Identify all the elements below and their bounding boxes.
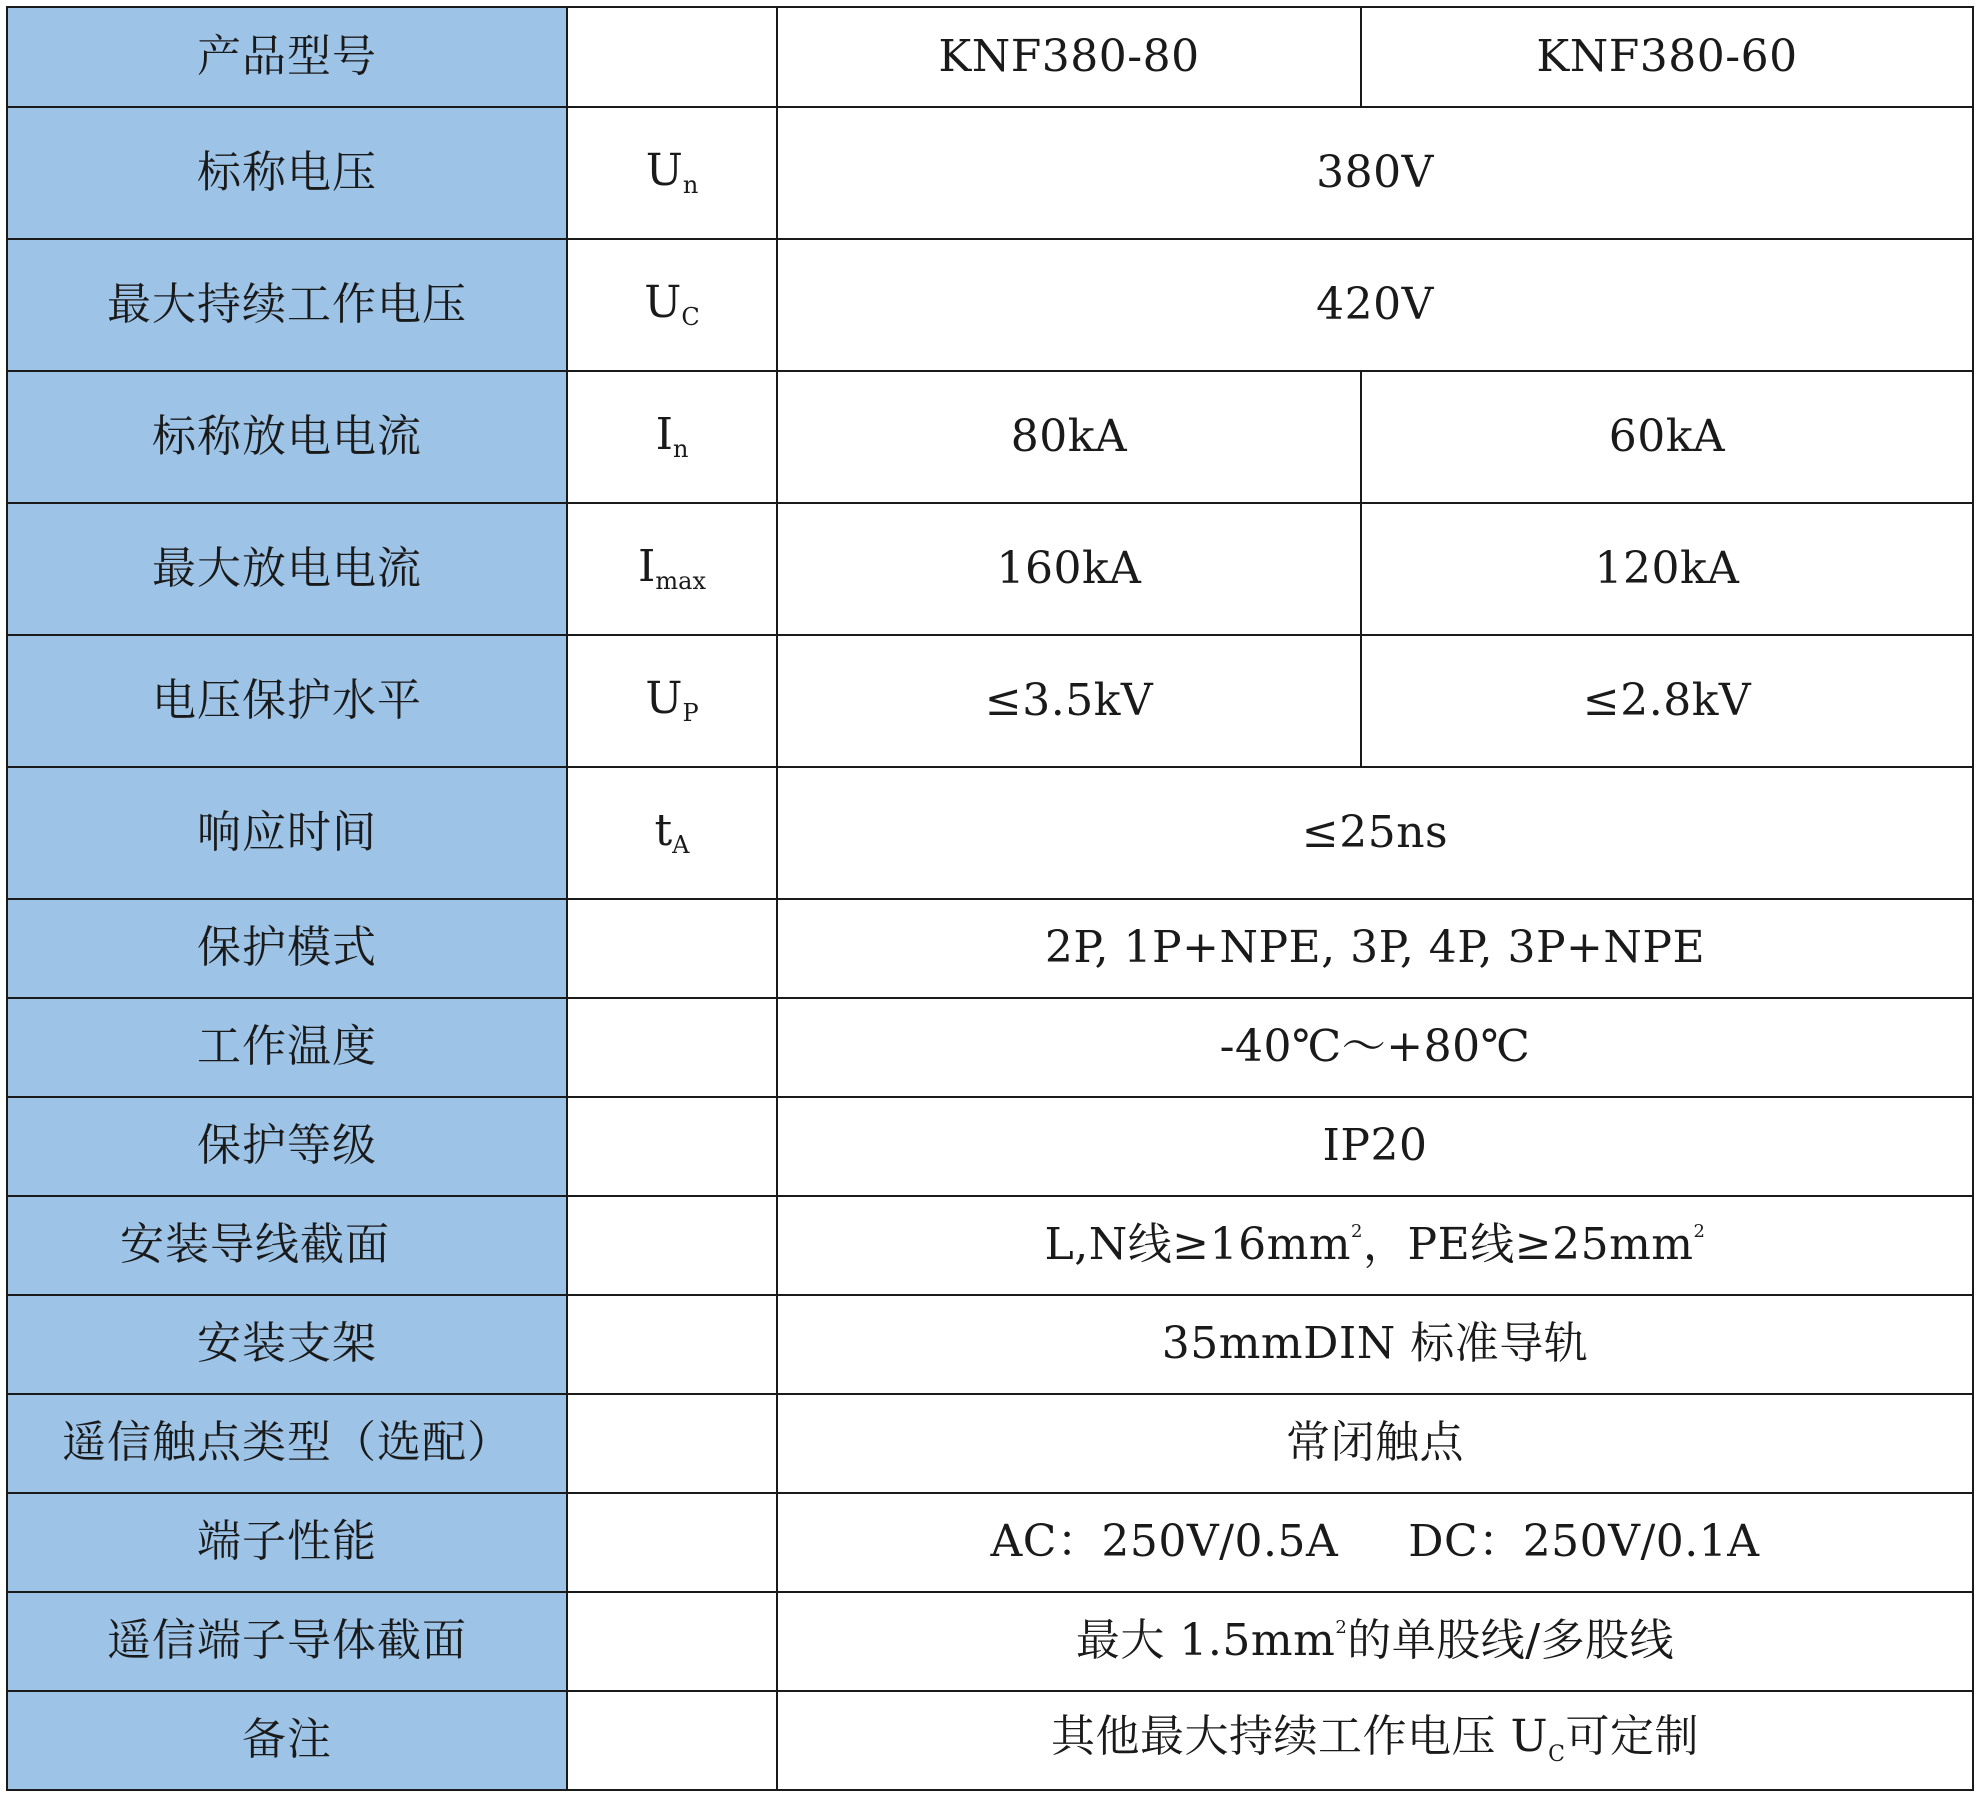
value-cell-model-1: ≤3.5kV [777,635,1361,767]
row-label: 响应时间 [7,767,567,899]
symbol: U [645,673,683,725]
table-row-model [7,7,1973,107]
symbol-cell-empty [567,998,777,1097]
symbol-cell [567,371,777,503]
cond-size: 1.5mm [1179,1615,1336,1667]
wire-ln-size: ≥16mm [1172,1219,1352,1271]
value-cell-model-1: 80kA [777,371,1361,503]
table-row [7,899,1973,998]
symbol-subscript: max [655,567,706,596]
superscript: 2 [1693,1221,1706,1243]
row-label: 标称电压 [7,107,567,239]
table-row [7,635,1973,767]
row-label: 遥信触点类型（选配） [7,1394,567,1493]
table-row [7,1493,1973,1592]
row-label: 标称放电电流 [7,371,567,503]
row-label: 电压保护水平 [7,635,567,767]
value-cell [777,1691,1973,1790]
value-cell: IP20 [777,1097,1973,1196]
symbol-cell-empty [567,1394,777,1493]
table-row [7,107,1973,239]
symbol-cell-empty [567,1493,777,1592]
row-label: 安装导线截面 [7,1196,567,1295]
value-cell: ≤25ns [777,767,1973,899]
symbol-subscript: C [681,303,700,332]
symbol: t [654,805,673,857]
ac-rating: AC：250V/0.5A [990,1516,1339,1568]
symbol-subscript: n [682,171,699,200]
symbol-cell [567,767,777,899]
table-row [7,1592,1973,1691]
symbol-subscript: n [672,435,689,464]
symbol: I [638,541,656,593]
spec-table [6,6,1974,1791]
superscript: 2 [1351,1221,1363,1243]
row-label: 遥信端子导体截面 [7,1592,567,1691]
value-cell-model-1: 160kA [777,503,1361,635]
value-cell [777,1196,1973,1295]
row-label: 备注 [7,1691,567,1790]
model-1: KNF380-80 [777,7,1361,107]
rail-text: 标准导轨 [1410,1318,1589,1370]
row-label: 工作温度 [7,998,567,1097]
value-text: 常闭触点 [1286,1417,1464,1469]
wire-pe: ，PE [1362,1219,1471,1271]
symbol-cell [567,503,777,635]
table-row [7,1394,1973,1493]
table-row [7,1691,1973,1790]
value-cell [777,1295,1973,1394]
note-text: 其他最大持续工作电压 [1051,1711,1497,1763]
wire-text: 线 [1127,1219,1173,1271]
value-cell: -40℃～+80℃ [777,998,1973,1097]
symbol: I [655,409,673,461]
table-row [7,503,1973,635]
value-cell [777,1592,1973,1691]
wire-ln: L,N [1044,1219,1128,1271]
model-2: KNF380-60 [1361,7,1973,107]
wire-text: 线 [1470,1219,1515,1271]
value-cell: 380V [777,107,1973,239]
row-label: 产品型号 [7,7,567,107]
symbol-subscript: P [682,699,699,728]
table-row [7,767,1973,899]
symbol-cell-empty [567,7,777,107]
symbol-cell-empty [567,1295,777,1394]
table-row [7,1196,1973,1295]
row-label: 最大持续工作电压 [7,239,567,371]
value-cell [777,1394,1973,1493]
row-label: 端子性能 [7,1493,567,1592]
value-cell-model-2: 120kA [1361,503,1973,635]
wire-pe-size: ≥25mm [1514,1219,1694,1271]
symbol-cell-empty [567,1097,777,1196]
symbol-cell [567,239,777,371]
symbol-cell-empty [567,1592,777,1691]
symbol: U [644,277,682,329]
symbol-subscript: A [672,831,690,860]
value-cell [777,1493,1973,1592]
table-row [7,998,1973,1097]
row-label: 保护模式 [7,899,567,998]
value-cell: 420V [777,239,1973,371]
symbol-cell [567,635,777,767]
table-row [7,1097,1973,1196]
rail-type: 35mmDIN [1161,1318,1396,1370]
cond-text: 的单股线/多股线 [1347,1615,1675,1667]
symbol: U [645,145,683,197]
symbol-cell-empty [567,1196,777,1295]
value-cell-model-2: 60kA [1361,371,1973,503]
note-symbol: U [1510,1711,1549,1763]
row-label: 安装支架 [7,1295,567,1394]
value-cell: 2P, 1P+NPE, 3P, 4P, 3P+NPE [777,899,1973,998]
note-subscript: C [1548,1742,1566,1768]
value-cell-model-2: ≤2.8kV [1361,635,1973,767]
symbol-cell-empty [567,1691,777,1790]
dc-rating: DC：250V/0.1A [1408,1516,1760,1568]
row-label: 最大放电电流 [7,503,567,635]
superscript: 2 [1335,1617,1348,1639]
row-label: 保护等级 [7,1097,567,1196]
table-row [7,371,1973,503]
table-row [7,1295,1973,1394]
note-text: 可定制 [1565,1711,1699,1763]
cond-text: 最大 [1075,1615,1165,1667]
table-row [7,239,1973,371]
spec-sheet [6,6,1974,1791]
symbol-cell-empty [567,899,777,998]
symbol-cell [567,107,777,239]
